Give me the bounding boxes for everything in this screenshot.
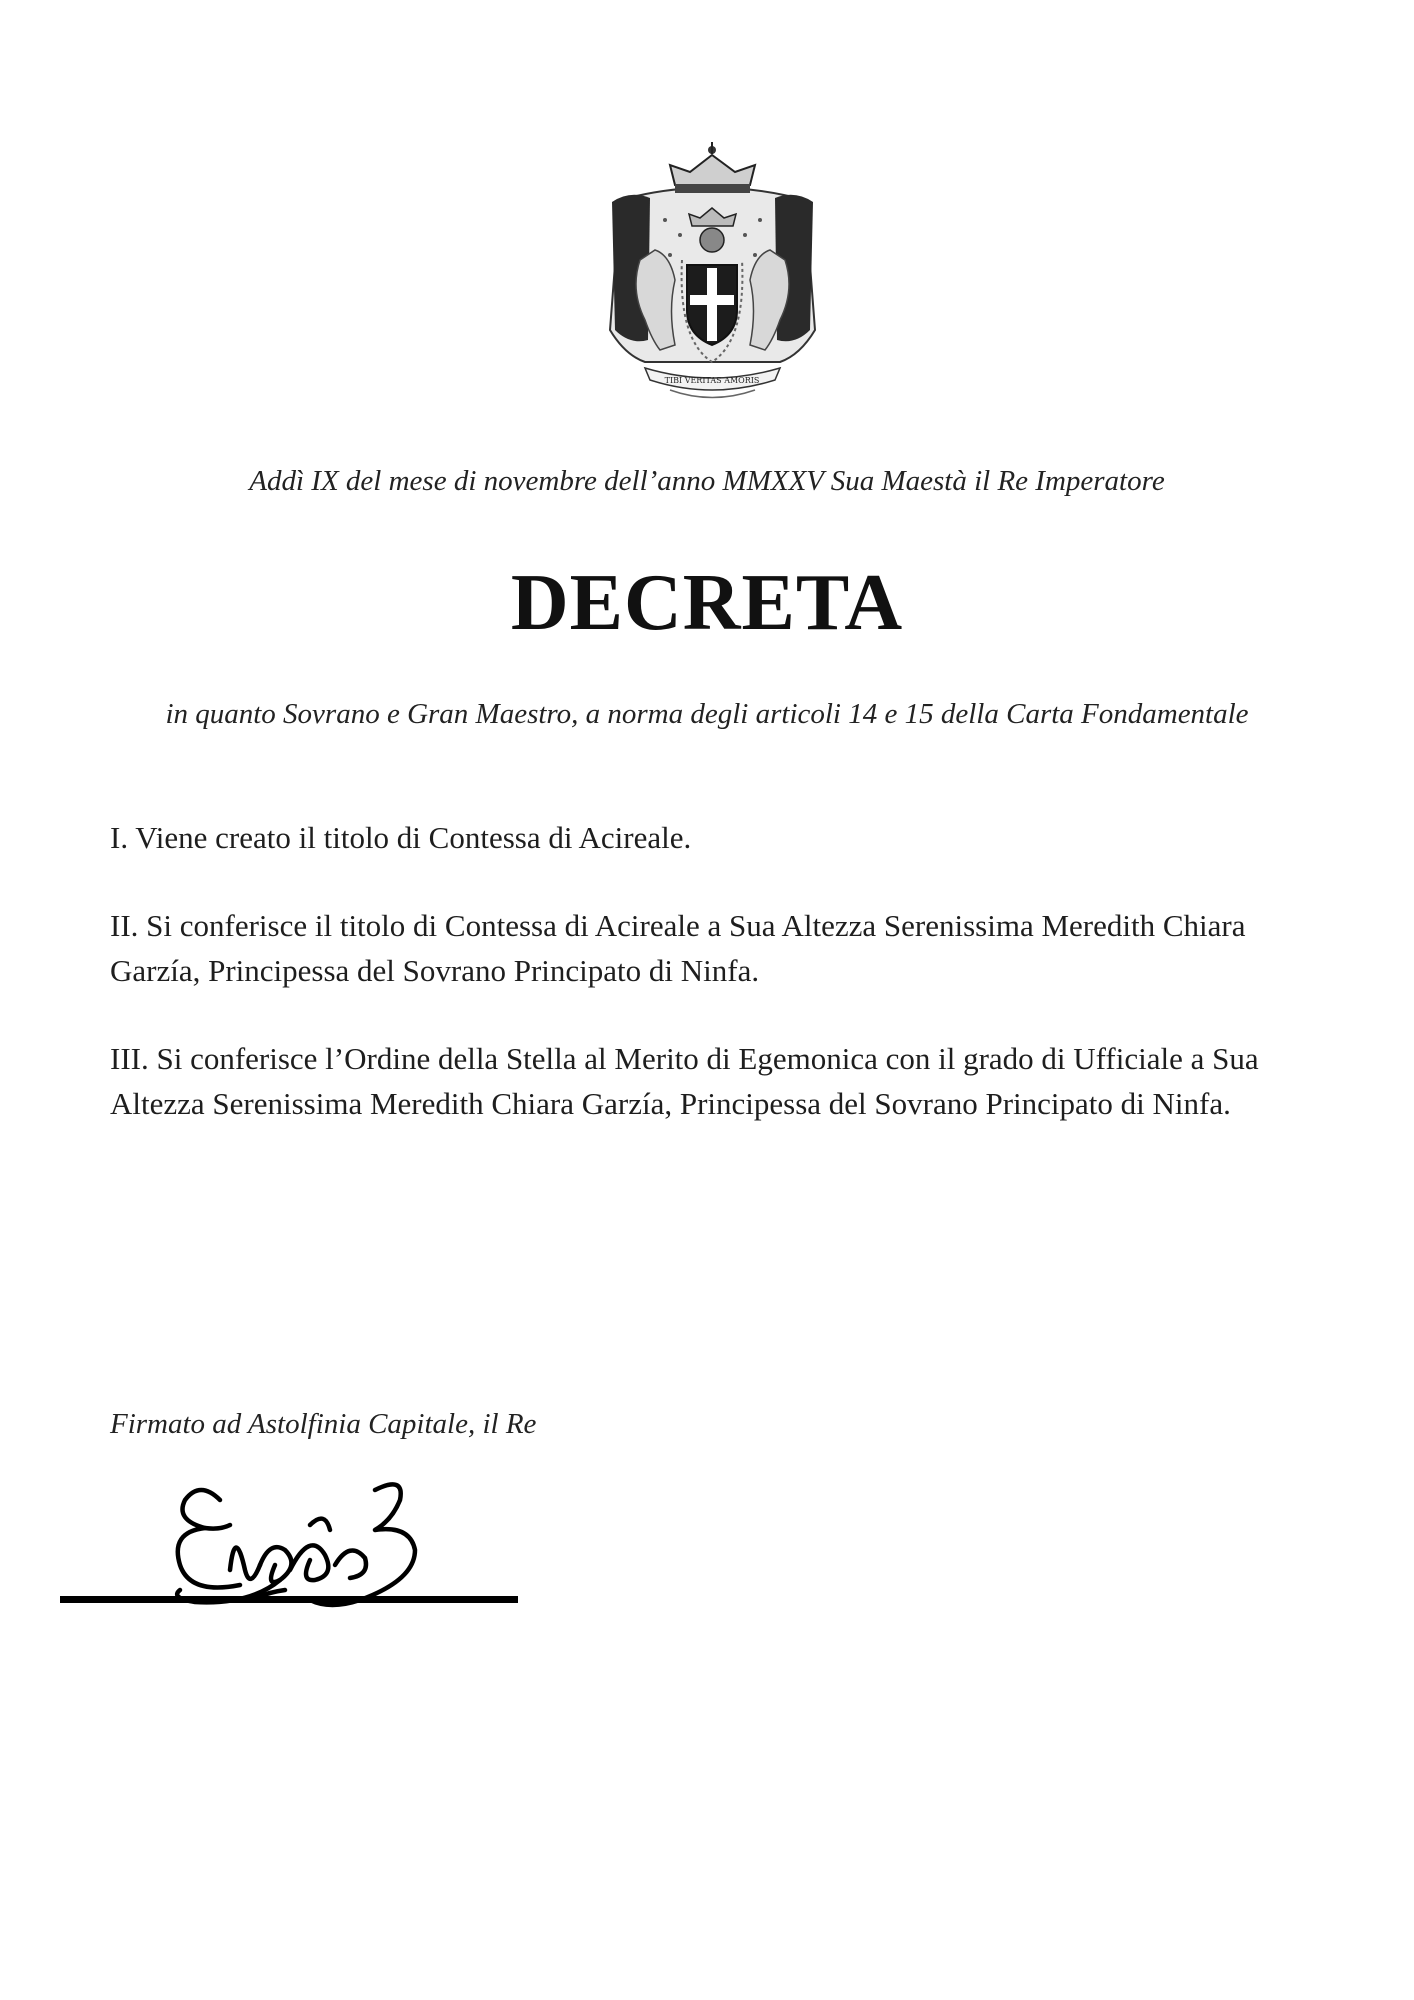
decree-preamble: Addì IX del mese di novembre dell’anno MMXXV Sua Maestà il Re Imperatore bbox=[249, 465, 1165, 497]
emblem-motto: TIBI VERITAS AMORIS bbox=[664, 376, 760, 385]
coat-of-arms bbox=[590, 140, 835, 405]
article-item: I. Viene creato il titolo di Contessa di Acireale. bbox=[110, 820, 692, 855]
article-list bbox=[110, 815, 1330, 1169]
article-item: III. Si conferisce l’Ordine della Stella al Merito di Egemonica con il grado di Ufficiale a Sua Altezza Serenissima Meredith Chiara Garzía, Principessa del Sovrano Principato di Ninfa. bbox=[110, 1041, 1259, 1121]
article-item: II. Si conferisce il titolo di Contessa di Acireale a Sua Altezza Serenissima Meredith Chiara Garzía, Principessa del Sovrano Principato di Ninfa. bbox=[110, 908, 1246, 988]
decree-title: DECRETA bbox=[510, 559, 904, 647]
decree-subtitle: in quanto Sovrano e Gran Maestro, a norma degli articoli 14 e 15 della Carta Fondamentale bbox=[165, 698, 1249, 730]
signed-at-line: Firmato ad Astolfinia Capitale, il Re bbox=[110, 1408, 537, 1440]
signature-line bbox=[60, 1596, 518, 1603]
